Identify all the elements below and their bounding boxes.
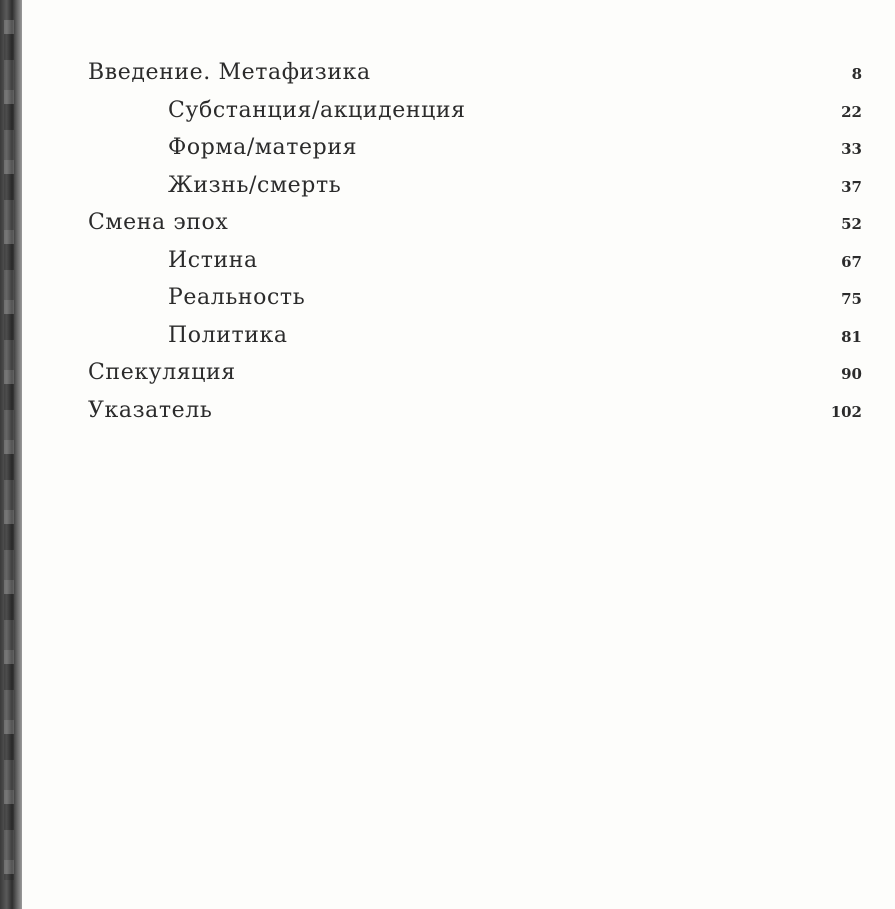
toc-entry-title: Введение. Метафизика <box>88 60 371 85</box>
toc-entry-title: Смена эпох <box>88 210 229 235</box>
table-of-contents <box>88 54 862 429</box>
toc-entry-change-of-epochs <box>88 204 862 242</box>
book-spine-edge <box>0 0 22 909</box>
toc-entry-page-number: 102 <box>830 402 862 421</box>
toc-entry-page-number: 90 <box>841 365 862 383</box>
toc-entry-page-number: 33 <box>841 140 862 158</box>
toc-entry-title: Форма/материя <box>168 135 358 160</box>
toc-entry-truth <box>88 242 862 280</box>
toc-entry-title: Указатель <box>88 397 213 423</box>
toc-entry-page-number: 8 <box>851 65 862 83</box>
toc-entry-index <box>88 392 862 430</box>
toc-entry-title: Истина <box>168 247 258 273</box>
toc-entry-form-matter <box>88 129 862 167</box>
toc-entry-substance-accident <box>88 92 862 130</box>
toc-entry-page-number: 22 <box>841 102 862 121</box>
toc-entry-page-number: 81 <box>841 327 862 346</box>
toc-entry-page-number: 75 <box>841 290 862 308</box>
toc-entry-reality <box>88 279 862 317</box>
toc-entry-title: Субстанция/акциденция <box>168 97 466 123</box>
toc-entry-title: Жизнь/смерть <box>168 172 342 198</box>
toc-entry-introduction <box>88 54 862 92</box>
toc-entry-speculation <box>88 354 862 392</box>
toc-entry-politics <box>88 317 862 355</box>
toc-entry-title: Спекуляция <box>88 360 236 385</box>
toc-entry-title: Политика <box>168 322 288 348</box>
toc-entry-life-death <box>88 167 862 205</box>
toc-entry-page-number: 37 <box>841 177 862 196</box>
toc-entry-page-number: 67 <box>841 252 862 271</box>
toc-entry-page-number: 52 <box>841 215 862 233</box>
toc-entry-title: Реальность <box>168 285 306 310</box>
